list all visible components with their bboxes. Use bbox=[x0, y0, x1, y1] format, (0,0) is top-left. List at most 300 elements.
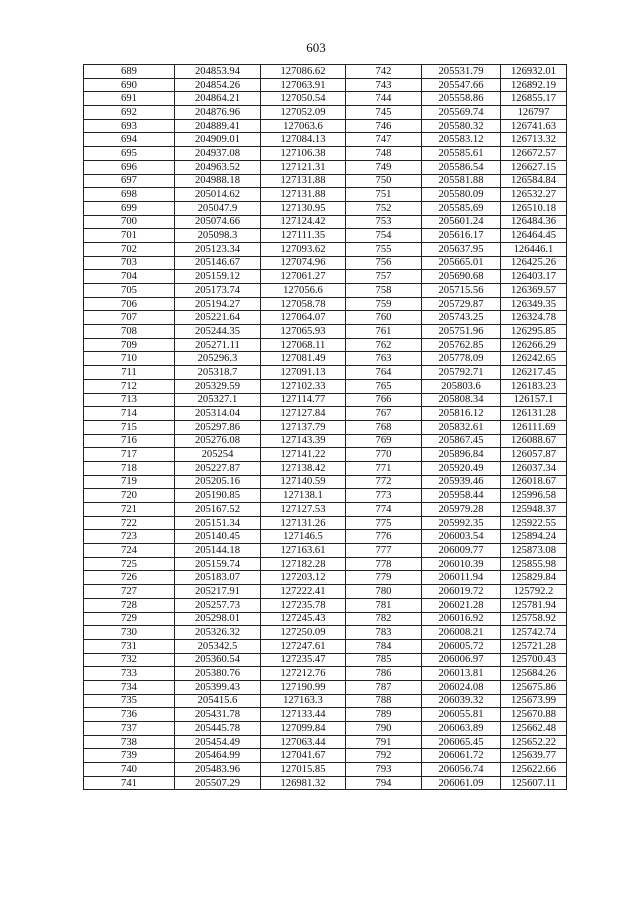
x-right-cell: 206011.94 bbox=[422, 571, 501, 585]
table-row bbox=[84, 763, 567, 777]
point-number-right-cell: 790 bbox=[346, 722, 422, 736]
x-right-cell: 206055.81 bbox=[422, 708, 501, 722]
x-right-cell: 206019.72 bbox=[422, 585, 501, 599]
x-left-cell: 205227.87 bbox=[175, 461, 261, 475]
x-right-cell: 205665.01 bbox=[422, 256, 501, 270]
point-number-left-cell: 741 bbox=[84, 776, 175, 790]
point-number-left-cell: 715 bbox=[84, 420, 175, 434]
point-number-left-cell: 738 bbox=[84, 735, 175, 749]
table-row bbox=[84, 256, 567, 270]
point-number-left-cell: 728 bbox=[84, 598, 175, 612]
x-left-cell: 205296.3 bbox=[175, 352, 261, 366]
y-right-cell: 126932.01 bbox=[501, 65, 567, 79]
point-number-right-cell: 751 bbox=[346, 188, 422, 202]
table-row bbox=[84, 544, 567, 558]
y-left-cell: 127050.54 bbox=[261, 92, 346, 106]
x-left-cell: 204963.52 bbox=[175, 160, 261, 174]
x-right-cell: 205832.61 bbox=[422, 420, 501, 434]
table-row bbox=[84, 201, 567, 215]
point-number-left-cell: 705 bbox=[84, 284, 175, 298]
point-number-right-cell: 791 bbox=[346, 735, 422, 749]
x-right-cell: 205729.87 bbox=[422, 297, 501, 311]
x-right-cell: 205715.56 bbox=[422, 284, 501, 298]
y-right-cell: 126532.27 bbox=[501, 188, 567, 202]
point-number-left-cell: 708 bbox=[84, 325, 175, 339]
x-right-cell: 205762.85 bbox=[422, 338, 501, 352]
point-number-left-cell: 718 bbox=[84, 461, 175, 475]
point-number-right-cell: 753 bbox=[346, 215, 422, 229]
y-left-cell: 127127.84 bbox=[261, 407, 346, 421]
point-number-right-cell: 773 bbox=[346, 489, 422, 503]
point-number-left-cell: 740 bbox=[84, 763, 175, 777]
y-right-cell: 126797 bbox=[501, 106, 567, 120]
point-number-right-cell: 776 bbox=[346, 530, 422, 544]
x-left-cell: 205415.6 bbox=[175, 694, 261, 708]
table-row bbox=[84, 311, 567, 325]
x-left-cell: 205254 bbox=[175, 448, 261, 462]
y-right-cell: 125721.28 bbox=[501, 639, 567, 653]
point-number-right-cell: 760 bbox=[346, 311, 422, 325]
x-left-cell: 205098.3 bbox=[175, 229, 261, 243]
point-number-left-cell: 693 bbox=[84, 119, 175, 133]
x-left-cell: 205342.5 bbox=[175, 639, 261, 653]
y-left-cell: 127182.28 bbox=[261, 557, 346, 571]
point-number-right-cell: 794 bbox=[346, 776, 422, 790]
x-right-cell: 206016.92 bbox=[422, 612, 501, 626]
x-right-cell: 205580.32 bbox=[422, 119, 501, 133]
table-row bbox=[84, 393, 567, 407]
y-right-cell: 125684.26 bbox=[501, 667, 567, 681]
point-number-right-cell: 778 bbox=[346, 557, 422, 571]
point-number-left-cell: 709 bbox=[84, 338, 175, 352]
table-row bbox=[84, 503, 567, 517]
x-right-cell: 206061.09 bbox=[422, 776, 501, 790]
table-row bbox=[84, 612, 567, 626]
point-number-left-cell: 700 bbox=[84, 215, 175, 229]
table-row bbox=[84, 475, 567, 489]
x-left-cell: 205144.18 bbox=[175, 544, 261, 558]
table-row bbox=[84, 420, 567, 434]
table-row bbox=[84, 147, 567, 161]
point-number-right-cell: 779 bbox=[346, 571, 422, 585]
y-right-cell: 125742.74 bbox=[501, 626, 567, 640]
y-right-cell: 126510.18 bbox=[501, 201, 567, 215]
y-left-cell: 127121.31 bbox=[261, 160, 346, 174]
x-right-cell: 206009.77 bbox=[422, 544, 501, 558]
point-number-left-cell: 690 bbox=[84, 78, 175, 92]
x-right-cell: 205939.46 bbox=[422, 475, 501, 489]
point-number-left-cell: 689 bbox=[84, 65, 175, 79]
point-number-left-cell: 733 bbox=[84, 667, 175, 681]
point-number-left-cell: 721 bbox=[84, 503, 175, 517]
table-row bbox=[84, 215, 567, 229]
point-number-right-cell: 762 bbox=[346, 338, 422, 352]
y-right-cell: 126217.45 bbox=[501, 366, 567, 380]
point-number-right-cell: 770 bbox=[346, 448, 422, 462]
x-right-cell: 206039.32 bbox=[422, 694, 501, 708]
point-number-right-cell: 744 bbox=[346, 92, 422, 106]
x-left-cell: 205140.45 bbox=[175, 530, 261, 544]
x-left-cell: 205123.34 bbox=[175, 242, 261, 256]
point-number-right-cell: 775 bbox=[346, 516, 422, 530]
point-number-right-cell: 793 bbox=[346, 763, 422, 777]
y-left-cell: 127041.67 bbox=[261, 749, 346, 763]
table-row bbox=[84, 270, 567, 284]
x-right-cell: 205751.96 bbox=[422, 325, 501, 339]
x-left-cell: 205318.7 bbox=[175, 366, 261, 380]
x-left-cell: 205194.27 bbox=[175, 297, 261, 311]
x-left-cell: 205244.35 bbox=[175, 325, 261, 339]
x-right-cell: 205920.49 bbox=[422, 461, 501, 475]
y-left-cell: 127106.38 bbox=[261, 147, 346, 161]
point-number-right-cell: 788 bbox=[346, 694, 422, 708]
point-number-left-cell: 734 bbox=[84, 680, 175, 694]
x-right-cell: 205867.45 bbox=[422, 434, 501, 448]
y-right-cell: 126057.87 bbox=[501, 448, 567, 462]
point-number-right-cell: 780 bbox=[346, 585, 422, 599]
y-left-cell: 127235.78 bbox=[261, 598, 346, 612]
x-left-cell: 204988.18 bbox=[175, 174, 261, 188]
point-number-right-cell: 756 bbox=[346, 256, 422, 270]
table-row bbox=[84, 448, 567, 462]
point-number-left-cell: 702 bbox=[84, 242, 175, 256]
point-number-right-cell: 784 bbox=[346, 639, 422, 653]
y-left-cell: 127245.43 bbox=[261, 612, 346, 626]
point-number-left-cell: 703 bbox=[84, 256, 175, 270]
x-left-cell: 205183.07 bbox=[175, 571, 261, 585]
table-row bbox=[84, 653, 567, 667]
point-number-left-cell: 697 bbox=[84, 174, 175, 188]
x-right-cell: 205601.24 bbox=[422, 215, 501, 229]
y-right-cell: 125829.84 bbox=[501, 571, 567, 585]
x-left-cell: 204864.21 bbox=[175, 92, 261, 106]
y-right-cell: 125675.86 bbox=[501, 680, 567, 694]
y-right-cell: 126131.28 bbox=[501, 407, 567, 421]
y-left-cell: 127052.09 bbox=[261, 106, 346, 120]
x-right-cell: 206063.89 bbox=[422, 722, 501, 736]
y-left-cell: 127133.44 bbox=[261, 708, 346, 722]
x-right-cell: 205808.34 bbox=[422, 393, 501, 407]
point-number-left-cell: 719 bbox=[84, 475, 175, 489]
point-number-left-cell: 736 bbox=[84, 708, 175, 722]
point-number-left-cell: 717 bbox=[84, 448, 175, 462]
point-number-left-cell: 729 bbox=[84, 612, 175, 626]
y-right-cell: 126349.35 bbox=[501, 297, 567, 311]
point-number-left-cell: 710 bbox=[84, 352, 175, 366]
point-number-right-cell: 789 bbox=[346, 708, 422, 722]
x-right-cell: 205992.35 bbox=[422, 516, 501, 530]
point-number-right-cell: 782 bbox=[346, 612, 422, 626]
x-left-cell: 205298.01 bbox=[175, 612, 261, 626]
y-left-cell: 127235.47 bbox=[261, 653, 346, 667]
y-right-cell: 126484.36 bbox=[501, 215, 567, 229]
y-left-cell: 127065.93 bbox=[261, 325, 346, 339]
x-left-cell: 205151.34 bbox=[175, 516, 261, 530]
point-number-left-cell: 735 bbox=[84, 694, 175, 708]
point-number-right-cell: 759 bbox=[346, 297, 422, 311]
x-left-cell: 204909.01 bbox=[175, 133, 261, 147]
x-left-cell: 205507.29 bbox=[175, 776, 261, 790]
table-row bbox=[84, 598, 567, 612]
y-left-cell: 127247.61 bbox=[261, 639, 346, 653]
y-right-cell: 126242.65 bbox=[501, 352, 567, 366]
table-row bbox=[84, 119, 567, 133]
y-left-cell: 127093.62 bbox=[261, 242, 346, 256]
table-row bbox=[84, 366, 567, 380]
x-right-cell: 205583.12 bbox=[422, 133, 501, 147]
y-right-cell: 125855.98 bbox=[501, 557, 567, 571]
y-left-cell: 127131.26 bbox=[261, 516, 346, 530]
y-right-cell: 125922.55 bbox=[501, 516, 567, 530]
x-left-cell: 204854.26 bbox=[175, 78, 261, 92]
table-row bbox=[84, 749, 567, 763]
table-row bbox=[84, 585, 567, 599]
table-row bbox=[84, 530, 567, 544]
point-number-left-cell: 731 bbox=[84, 639, 175, 653]
y-left-cell: 127063.6 bbox=[261, 119, 346, 133]
y-right-cell: 125996.58 bbox=[501, 489, 567, 503]
table-row bbox=[84, 776, 567, 790]
y-right-cell: 125873.08 bbox=[501, 544, 567, 558]
y-left-cell: 127131.88 bbox=[261, 188, 346, 202]
y-left-cell: 127137.79 bbox=[261, 420, 346, 434]
point-number-left-cell: 714 bbox=[84, 407, 175, 421]
x-left-cell: 205167.52 bbox=[175, 503, 261, 517]
y-right-cell: 125607.11 bbox=[501, 776, 567, 790]
table-row bbox=[84, 722, 567, 736]
point-number-left-cell: 699 bbox=[84, 201, 175, 215]
y-right-cell: 126425.26 bbox=[501, 256, 567, 270]
x-right-cell: 206065.45 bbox=[422, 735, 501, 749]
y-left-cell: 127141.22 bbox=[261, 448, 346, 462]
y-left-cell: 127140.59 bbox=[261, 475, 346, 489]
x-left-cell: 205327.1 bbox=[175, 393, 261, 407]
x-left-cell: 205146.67 bbox=[175, 256, 261, 270]
table-row bbox=[84, 325, 567, 339]
x-right-cell: 205690.68 bbox=[422, 270, 501, 284]
y-right-cell: 126892.19 bbox=[501, 78, 567, 92]
x-left-cell: 205297.86 bbox=[175, 420, 261, 434]
x-right-cell: 206013.81 bbox=[422, 667, 501, 681]
point-number-left-cell: 727 bbox=[84, 585, 175, 599]
point-number-left-cell: 730 bbox=[84, 626, 175, 640]
x-right-cell: 206003.54 bbox=[422, 530, 501, 544]
table-row bbox=[84, 352, 567, 366]
x-left-cell: 205399.43 bbox=[175, 680, 261, 694]
y-left-cell: 127058.78 bbox=[261, 297, 346, 311]
y-right-cell: 126157.1 bbox=[501, 393, 567, 407]
point-number-right-cell: 765 bbox=[346, 379, 422, 393]
point-number-left-cell: 716 bbox=[84, 434, 175, 448]
point-number-left-cell: 739 bbox=[84, 749, 175, 763]
y-right-cell: 126446.1 bbox=[501, 242, 567, 256]
coordinates-table bbox=[83, 64, 567, 790]
point-number-left-cell: 711 bbox=[84, 366, 175, 380]
point-number-left-cell: 704 bbox=[84, 270, 175, 284]
x-right-cell: 205586.54 bbox=[422, 160, 501, 174]
y-right-cell: 126037.34 bbox=[501, 461, 567, 475]
y-left-cell: 126981.32 bbox=[261, 776, 346, 790]
point-number-right-cell: 772 bbox=[346, 475, 422, 489]
x-left-cell: 205173.74 bbox=[175, 284, 261, 298]
y-left-cell: 127138.1 bbox=[261, 489, 346, 503]
point-number-right-cell: 767 bbox=[346, 407, 422, 421]
y-right-cell: 126672.57 bbox=[501, 147, 567, 161]
y-right-cell: 125948.37 bbox=[501, 503, 567, 517]
point-number-left-cell: 713 bbox=[84, 393, 175, 407]
table-row bbox=[84, 489, 567, 503]
point-number-left-cell: 712 bbox=[84, 379, 175, 393]
point-number-left-cell: 725 bbox=[84, 557, 175, 571]
y-left-cell: 127056.6 bbox=[261, 284, 346, 298]
x-right-cell: 205816.12 bbox=[422, 407, 501, 421]
y-left-cell: 127124.42 bbox=[261, 215, 346, 229]
y-left-cell: 127063.44 bbox=[261, 735, 346, 749]
y-left-cell: 127203.12 bbox=[261, 571, 346, 585]
page-number: 603 bbox=[306, 40, 326, 55]
y-left-cell: 127163.3 bbox=[261, 694, 346, 708]
y-left-cell: 127074.96 bbox=[261, 256, 346, 270]
point-number-right-cell: 746 bbox=[346, 119, 422, 133]
y-right-cell: 126266.29 bbox=[501, 338, 567, 352]
y-right-cell: 126324.78 bbox=[501, 311, 567, 325]
y-right-cell: 125652.22 bbox=[501, 735, 567, 749]
x-right-cell: 205581.88 bbox=[422, 174, 501, 188]
x-left-cell: 205217.91 bbox=[175, 585, 261, 599]
x-right-cell: 205958.44 bbox=[422, 489, 501, 503]
point-number-right-cell: 761 bbox=[346, 325, 422, 339]
y-right-cell: 126713.32 bbox=[501, 133, 567, 147]
point-number-left-cell: 706 bbox=[84, 297, 175, 311]
x-right-cell: 205547.66 bbox=[422, 78, 501, 92]
y-left-cell: 127086.62 bbox=[261, 65, 346, 79]
y-right-cell: 126111.69 bbox=[501, 420, 567, 434]
x-right-cell: 205616.17 bbox=[422, 229, 501, 243]
y-right-cell: 126369.57 bbox=[501, 284, 567, 298]
x-left-cell: 205159.74 bbox=[175, 557, 261, 571]
x-right-cell: 206056.74 bbox=[422, 763, 501, 777]
point-number-left-cell: 695 bbox=[84, 147, 175, 161]
point-number-right-cell: 743 bbox=[346, 78, 422, 92]
table-row bbox=[84, 639, 567, 653]
point-number-left-cell: 698 bbox=[84, 188, 175, 202]
y-left-cell: 127061.27 bbox=[261, 270, 346, 284]
point-number-right-cell: 771 bbox=[346, 461, 422, 475]
y-right-cell: 126741.63 bbox=[501, 119, 567, 133]
x-left-cell: 205221.64 bbox=[175, 311, 261, 325]
x-right-cell: 205979.28 bbox=[422, 503, 501, 517]
x-left-cell: 205464.99 bbox=[175, 749, 261, 763]
point-number-right-cell: 777 bbox=[346, 544, 422, 558]
point-number-left-cell: 720 bbox=[84, 489, 175, 503]
point-number-right-cell: 781 bbox=[346, 598, 422, 612]
y-left-cell: 127212.76 bbox=[261, 667, 346, 681]
x-left-cell: 205257.73 bbox=[175, 598, 261, 612]
point-number-right-cell: 764 bbox=[346, 366, 422, 380]
table-row bbox=[84, 65, 567, 79]
y-left-cell: 127114.77 bbox=[261, 393, 346, 407]
y-left-cell: 127099.84 bbox=[261, 722, 346, 736]
x-left-cell: 205445.78 bbox=[175, 722, 261, 736]
y-left-cell: 127146.5 bbox=[261, 530, 346, 544]
x-left-cell: 205205.16 bbox=[175, 475, 261, 489]
x-left-cell: 204853.94 bbox=[175, 65, 261, 79]
y-right-cell: 126088.67 bbox=[501, 434, 567, 448]
y-left-cell: 127091.13 bbox=[261, 366, 346, 380]
x-right-cell: 206006.97 bbox=[422, 653, 501, 667]
y-right-cell: 126464.45 bbox=[501, 229, 567, 243]
point-number-left-cell: 724 bbox=[84, 544, 175, 558]
table-row bbox=[84, 133, 567, 147]
y-right-cell: 125639.77 bbox=[501, 749, 567, 763]
x-right-cell: 205803.6 bbox=[422, 379, 501, 393]
table-row bbox=[84, 78, 567, 92]
x-right-cell: 205743.25 bbox=[422, 311, 501, 325]
point-number-right-cell: 792 bbox=[346, 749, 422, 763]
table-row bbox=[84, 667, 567, 681]
point-number-right-cell: 766 bbox=[346, 393, 422, 407]
point-number-left-cell: 723 bbox=[84, 530, 175, 544]
table-row bbox=[84, 160, 567, 174]
x-right-cell: 206010.39 bbox=[422, 557, 501, 571]
y-left-cell: 127138.42 bbox=[261, 461, 346, 475]
point-number-right-cell: 763 bbox=[346, 352, 422, 366]
point-number-left-cell: 692 bbox=[84, 106, 175, 120]
table-row bbox=[84, 338, 567, 352]
point-number-right-cell: 757 bbox=[346, 270, 422, 284]
table-row bbox=[84, 106, 567, 120]
point-number-right-cell: 754 bbox=[346, 229, 422, 243]
y-right-cell: 126627.15 bbox=[501, 160, 567, 174]
y-left-cell: 127222.41 bbox=[261, 585, 346, 599]
y-left-cell: 127064.07 bbox=[261, 311, 346, 325]
point-number-right-cell: 786 bbox=[346, 667, 422, 681]
point-number-left-cell: 691 bbox=[84, 92, 175, 106]
table-row bbox=[84, 188, 567, 202]
point-number-left-cell: 707 bbox=[84, 311, 175, 325]
y-right-cell: 125894.24 bbox=[501, 530, 567, 544]
point-number-right-cell: 750 bbox=[346, 174, 422, 188]
x-right-cell: 205569.74 bbox=[422, 106, 501, 120]
table-row bbox=[84, 708, 567, 722]
x-left-cell: 205483.96 bbox=[175, 763, 261, 777]
table-row bbox=[84, 694, 567, 708]
x-left-cell: 205047.9 bbox=[175, 201, 261, 215]
point-number-right-cell: 783 bbox=[346, 626, 422, 640]
y-left-cell: 127163.61 bbox=[261, 544, 346, 558]
y-right-cell: 125670.88 bbox=[501, 708, 567, 722]
table-row bbox=[84, 557, 567, 571]
x-right-cell: 205558.86 bbox=[422, 92, 501, 106]
point-number-right-cell: 752 bbox=[346, 201, 422, 215]
point-number-left-cell: 701 bbox=[84, 229, 175, 243]
table-row bbox=[84, 379, 567, 393]
x-left-cell: 205326.32 bbox=[175, 626, 261, 640]
point-number-right-cell: 749 bbox=[346, 160, 422, 174]
point-number-right-cell: 774 bbox=[346, 503, 422, 517]
y-right-cell: 126295.85 bbox=[501, 325, 567, 339]
table-row bbox=[84, 92, 567, 106]
x-right-cell: 206005.72 bbox=[422, 639, 501, 653]
x-left-cell: 205380.76 bbox=[175, 667, 261, 681]
x-left-cell: 205360.54 bbox=[175, 653, 261, 667]
y-right-cell: 125700.43 bbox=[501, 653, 567, 667]
x-right-cell: 205585.69 bbox=[422, 201, 501, 215]
x-left-cell: 204889.41 bbox=[175, 119, 261, 133]
y-left-cell: 127102.33 bbox=[261, 379, 346, 393]
y-left-cell: 127127.53 bbox=[261, 503, 346, 517]
y-left-cell: 127250.09 bbox=[261, 626, 346, 640]
